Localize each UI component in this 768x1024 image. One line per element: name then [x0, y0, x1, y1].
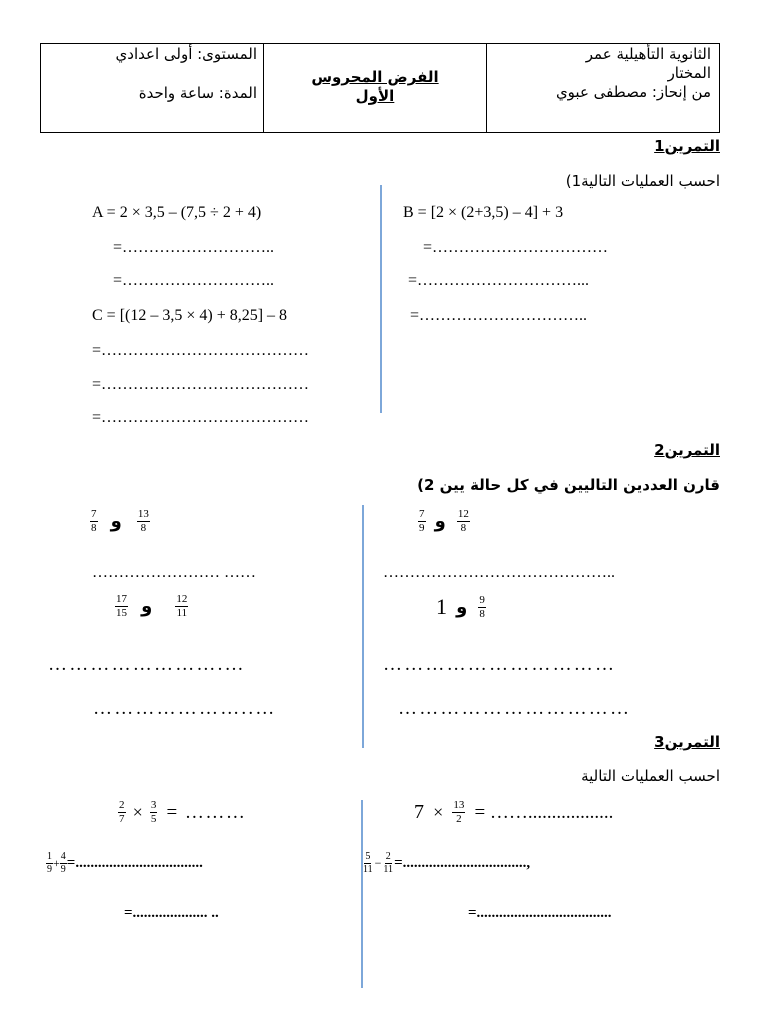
level-cell — [41, 44, 265, 132]
compare-r2-left-answer-2: …………………..… — [93, 698, 277, 719]
fraction: $\frac{5}{11}$ — [363, 851, 373, 875]
times-sign: × — [132, 802, 143, 822]
expr-B-line1: =…………………………… — [423, 239, 609, 256]
expr-C-line1: =………………………………… — [92, 342, 310, 359]
ex2-title: التمرين2 — [654, 441, 720, 459]
author-line: من إنحاز: مصطفى عبوي — [555, 83, 711, 101]
exam-title-line2: الأول — [355, 87, 395, 105]
and-word: و — [141, 596, 153, 617]
school-name-line1: الثانوية التأهيلية عمر — [585, 45, 711, 63]
compare-r1-right-answer: …………………………………….. — [383, 564, 615, 581]
ex3-divider — [361, 800, 363, 988]
school-name-line2: المختار — [667, 64, 711, 82]
expr-A-line2: =……………………….. — [113, 272, 275, 289]
ex3-instruction: احسب العمليات التالية — [581, 767, 720, 785]
compare-r2-left — [115, 594, 188, 619]
answer-dots: = ……… — [166, 801, 247, 823]
fraction: $\frac{9}{8}$ — [479, 593, 485, 620]
expr-C: C = [(12 – 3,5 × 4) + 8,25] – 8 — [92, 307, 288, 324]
number-seven: 7 — [414, 801, 424, 823]
expr-C-line2: =………………………………… — [92, 376, 310, 393]
sum-1 — [46, 852, 203, 875]
ex3-left-answer-line: =.................... .. — [124, 905, 219, 921]
ex2-divider — [362, 505, 364, 748]
answer-dots: =................................., — [394, 855, 531, 871]
school-cell — [487, 44, 719, 132]
fraction: $\frac{13}{8}$ — [137, 508, 149, 534]
and-word: و — [110, 511, 122, 532]
minus-sign: − — [374, 856, 382, 870]
fraction: $\frac{17}{15}$ — [116, 593, 127, 619]
answer-dots: =.................................. — [66, 855, 203, 871]
answer-dots: = …….................. — [474, 801, 614, 823]
product-2 — [414, 800, 613, 825]
fraction: $\frac{2}{7}$ — [119, 799, 125, 825]
expr-B: B = [2 × (2+3,5) – 4] + 3 — [403, 204, 564, 221]
compare-r1-right — [418, 509, 470, 534]
fraction: $\frac{1}{9}$ — [47, 851, 52, 875]
compare-r2-right — [436, 594, 486, 620]
compare-r1-left — [90, 509, 150, 534]
fraction: $\frac{12}{8}$ — [457, 508, 469, 534]
number-one: 1 — [436, 594, 447, 619]
expr-C-line3: =………………………………… — [92, 409, 310, 426]
fraction: $\frac{12}{11}$ — [176, 593, 188, 619]
times-sign: × — [433, 802, 444, 822]
and-word: و — [456, 596, 468, 618]
level-label: المستوى: أولى اعدادي — [115, 45, 257, 63]
title-cell — [263, 44, 487, 132]
difference-1 — [362, 852, 530, 875]
ex1-divider — [380, 185, 382, 413]
compare-r2-right-answer-1: …………………………… — [383, 654, 617, 675]
fraction: $\frac{13}{2}$ — [453, 799, 465, 825]
ex1-instruction: احسب العمليات التالية1) — [565, 172, 720, 190]
expr-A: A = 2 × 3,5 – (7,5 ÷ 2 + 4) — [92, 204, 262, 221]
fraction: $\frac{2}{11}$ — [383, 851, 394, 875]
fraction: $\frac{7}{9}$ — [419, 508, 425, 534]
fraction: $\frac{7}{8}$ — [91, 508, 97, 534]
expr-A-line1: =……………………….. — [113, 239, 275, 256]
fraction: $\frac{3}{5}$ — [150, 799, 157, 825]
product-1 — [118, 800, 246, 825]
duration-label: المدة: ساعة واحدة — [138, 84, 257, 102]
header-table — [40, 43, 720, 133]
and-word: و — [434, 511, 446, 532]
compare-r2-right-answer-2: …………………………… — [398, 698, 632, 719]
compare-r1-left-answer: …………………… …… — [92, 564, 256, 581]
plus-sign: + — [53, 856, 60, 870]
ex3-title: التمرين3 — [654, 733, 720, 751]
expr-B-line3: =………………………….. — [410, 307, 588, 324]
fraction: $\frac{4}{9}$ — [60, 851, 66, 875]
ex2-instruction: قارن العددين التاليين في كل حالة يين 2) — [417, 476, 720, 494]
ex3-right-answer-line: =.................................... — [468, 905, 612, 921]
ex1-title: التمرين1 — [654, 137, 720, 155]
expr-B-line2: =…………………………... — [408, 272, 590, 289]
compare-r2-left-answer-1: …………………….… — [48, 654, 246, 675]
exam-title-line1: الفرض المحروس — [311, 68, 439, 86]
